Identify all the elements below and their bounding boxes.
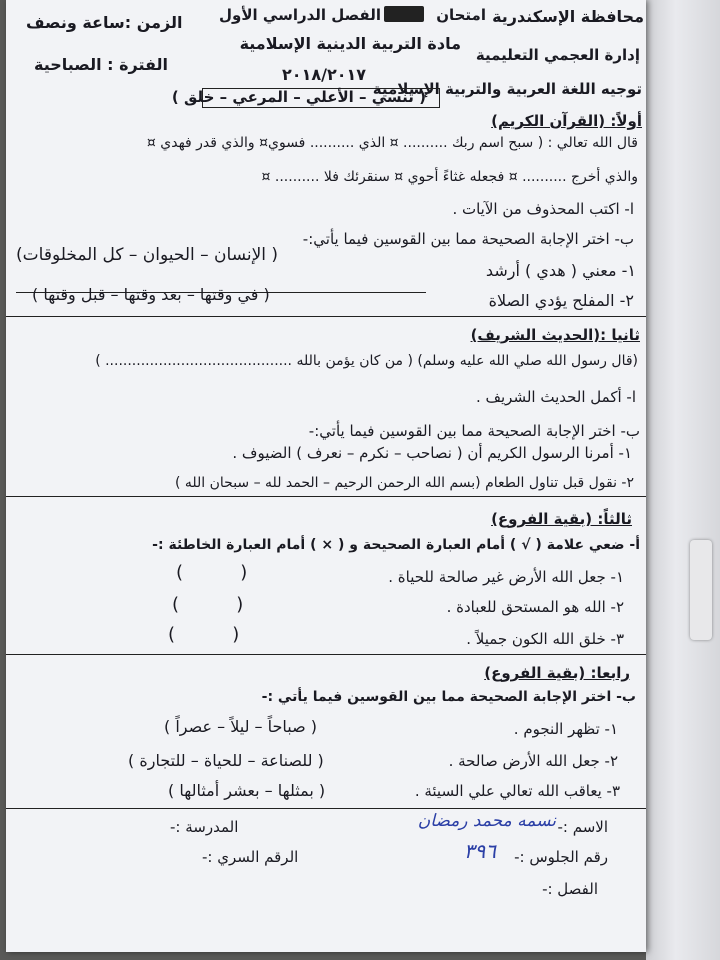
seat-number-label: رقم الجلوس :- <box>514 848 608 866</box>
true-false-item: ٢- الله هو المستحق للعبادة . <box>446 598 624 616</box>
section1-item-1: ١- معني ( هدي ) أرشد <box>485 261 636 280</box>
academic-year: ٢٠١٨/٢٠١٧ <box>282 65 366 84</box>
choice-item: ٣- يعاقب الله تعالي علي السيئة . <box>414 782 620 800</box>
verse-line-1: قال الله تعالي : ( سبح اسم ربك .......... ¤ الذي .......... فسوي¤ والذي قدر فهدي ¤ <box>146 135 638 151</box>
seat-number-value: ٣٩٦ <box>463 839 496 863</box>
choice-options: ( بمثلها – بعشر أمثالها ) <box>168 781 326 800</box>
section-divider <box>6 654 646 655</box>
exam-period: الفترة : الصباحية <box>34 55 169 74</box>
section2-question-a: ا- أكمل الحديث الشريف . <box>475 388 636 406</box>
exam-term-label: الفصل الدراسي الأول <box>219 6 381 24</box>
section1-item-1-options: ( الإنسان – الحيوان – كل المخلوقات) <box>16 245 279 265</box>
section2-item-2: ٢- نقول قبل تناول الطعام (بسم الله الرحمن الرحيم – الحمد لله – سبحان الله ) <box>174 475 634 491</box>
section1-question-a: ا- اكتب المحذوف من الآيات . <box>452 200 634 218</box>
answer-bracket[interactable]: ( ) <box>176 562 248 583</box>
section2-question-b: ب- اختر الإجابة الصحيحة مما بين القوسين فيما يأتي:- <box>308 422 640 440</box>
student-name-value: نسمه محمد رمضان <box>417 811 556 831</box>
section-divider <box>6 316 646 317</box>
section-divider <box>6 496 646 497</box>
supervision-label: توجيه اللغة العربية والتربية الإسلامية <box>372 80 642 98</box>
section2-title: ثانيا :(الحديث الشريف) <box>470 326 640 344</box>
section4-title: رابعا: (بقية الفروع) <box>484 664 630 682</box>
word-bank: ( تنسي – الأعلي – المرعي – خلق ) <box>171 88 426 106</box>
choice-item: ١- تظهر النجوم . <box>513 720 618 738</box>
school-label: المدرسة :- <box>170 818 239 836</box>
exam-time: الزمن :ساعة ونصف <box>26 13 183 32</box>
answer-bracket[interactable]: ( ) <box>168 624 240 645</box>
section4-instruction: ب- اختر الإجابة الصحيحة مما بين القوسين فيما يأتي :- <box>261 689 636 705</box>
section1-item-2-options: ( في وقتها – بعد وقتها – قبل وقتها ) <box>32 285 270 304</box>
section3-title: ثالثاً: (بقية الفروع) <box>491 510 632 528</box>
choice-options: ( صباحاً – ليلاً – عصراً ) <box>164 717 317 736</box>
hadith-text: (قال رسول الله صلي الله عليه وسلم) ( من كان يؤمن بالله .......................................... ) <box>95 353 638 369</box>
true-false-item: ٣- خلق الله الكون جميلاً . <box>466 630 624 648</box>
section-divider <box>6 808 646 809</box>
student-name-label: الاسم :- <box>557 818 608 836</box>
section1-item-2: ٢- المفلح يؤدي الصلاة <box>488 291 634 310</box>
section1-title: أولاً: (القرآن الكريم) <box>491 112 642 130</box>
verse-line-2: والذي أخرج .......... ¤ فجعله غثاءً أحوي ¤ سنقرئك فلا .......... ¤ <box>261 169 638 185</box>
answer-bracket[interactable]: ( ) <box>172 594 244 615</box>
section1-question-b: ب- اختر الإجابة الصحيحة مما بين القوسين فيما يأتي:- <box>302 230 634 248</box>
secret-number-label: الرقم السري :- <box>202 848 299 866</box>
subject-label: مادة التربية الدينية الإسلامية <box>239 34 461 53</box>
choice-options: ( للصناعة – للحياة – للتجارة ) <box>128 751 324 770</box>
exam-label: امتحان <box>436 6 486 24</box>
section2-item-1: ١- أمرنا الرسول الكريم أن ( نصاحب – نكرم – نعرف ) الضيوف . <box>232 444 632 462</box>
redacted-mark <box>384 6 424 22</box>
binder-clip <box>690 540 712 640</box>
choice-item: ٢- جعل الله الأرض صالحة . <box>448 752 618 770</box>
administration-label: إدارة العجمي التعليمية <box>475 46 640 64</box>
class-label: الفصل :- <box>542 880 598 898</box>
exam-paper <box>6 0 646 952</box>
section3-instruction: أ- ضعي علامة ( √ ) أمام العبارة الصحيحة و ( × ) أمام العبارة الخاطئة :- <box>152 537 640 553</box>
governorate-label: محافظة الإسكندرية <box>492 7 644 26</box>
true-false-item: ١- جعل الله الأرض غير صالحة للحياة . <box>388 568 624 586</box>
paper-background-edge <box>646 0 720 960</box>
